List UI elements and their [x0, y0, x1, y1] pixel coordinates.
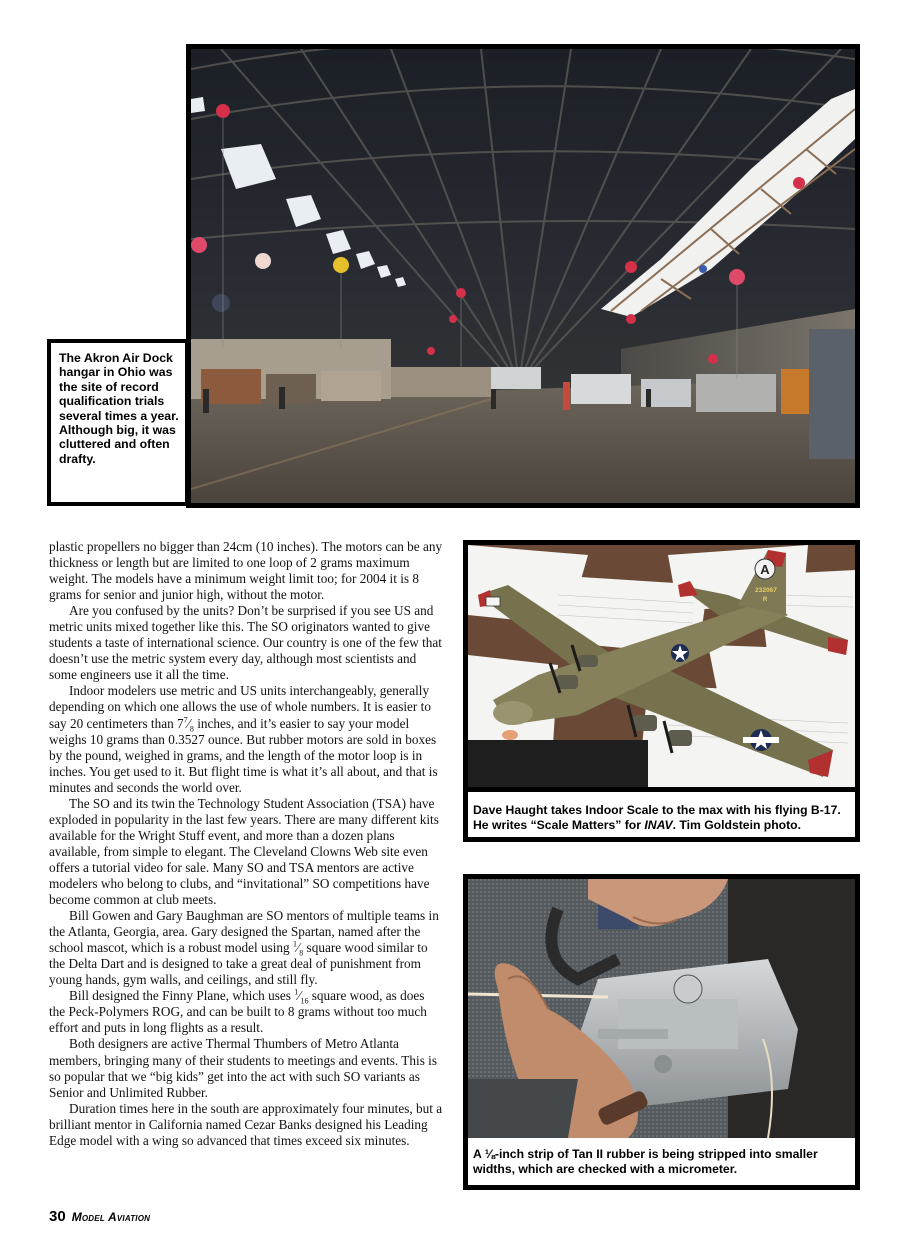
paragraph: Duration times here in the south are approximately four minutes, but a brilliant mentor in California named Cezar Banks designed his Leading Edge model with a wing so advanced that times exceed six minutes.	[49, 1100, 443, 1148]
b17-caption-italic: INAV	[644, 817, 673, 832]
b17-illustration	[468, 545, 855, 787]
page-number: 30	[49, 1208, 66, 1225]
article-body	[49, 539, 443, 1149]
paragraph: Indoor modelers use metric and US units interchangeably, generally depending on which one allows the use of whole numbers. It is easier to say 20 centimeters than $7^7⁄_8$ inches, and it’s easier to say your model weighs 10 grams than 0.3527 ounce. But rubber motors are sold in boxes by the pound, weighed in grams, and the length of the motor loop is in inches. You get used to it. But flight time is what it’s all about, and that is minutes and seconds the world over.	[49, 683, 438, 795]
paragraph-text: Indoor modelers use metric and US units interchangeably, generally depending on which one allows the use of whole numbers. It is easier to say 20 centimeters than 7	[49, 683, 431, 731]
hangar-caption-box	[47, 339, 189, 506]
paragraph: The SO and its twin the Technology Student Association (TSA) have exploded in popularity in the last few years. There are many different kits available for the Wright Stuff event, and more than a dozen plans available, from simple to elegant. The Cleveland Clowns Web site even offers a tutorial video for sale. Many SO and TSA mentors are active modelers who belong to clubs, and “invitational” SO competitions have become common at club meets.	[49, 795, 439, 908]
paragraph: Both designers are active Thermal Thumbers of Metro Atlanta members, bringing many of their students to meetings and events. This is so popular that we “big kids” get into the act with such SO variants as Senior and Unlimited Rubber.	[49, 1036, 437, 1100]
rubber-stripper-illustration	[468, 879, 855, 1138]
paragraph: plastic propellers no bigger than 24cm (10 inches). The motors can be any thickness or length but are limited to one loop of 2 grams maximum weight. The models have a minimum weight limit too; for 2004 it is 8 grams for senior and junior high, without the motor.	[49, 539, 443, 603]
b17-caption-start: Dave Haught takes Indoor Scale to the max with his flying B-17. He writes “Scale Matters” for	[473, 803, 841, 832]
paragraph: Are you confused by the units? Don’t be surprised if you see US and metric units mixed together like this. The SO originators wanted to give students a taste of international science. Our country is one of the few that doesn’t use the metric system every day, although most scientists and some engineers use it all the time.	[49, 603, 442, 683]
b17-caption-end: . Tim Goldstein photo.	[672, 817, 802, 832]
fraction-denominator: 16	[300, 996, 309, 1006]
fraction-numerator: 1	[294, 987, 299, 997]
b17-photo	[463, 540, 860, 842]
hangar-caption: The Akron Air Dock hangar in Ohio was the site of record qualification trials several times a year. Although big, it was cluttered and often drafty.	[51, 343, 185, 502]
rubber-caption	[468, 1138, 855, 1185]
paragraph-text: Bill designed the Finny Plane, which uses	[69, 988, 295, 1004]
rubber-stripper-photo	[463, 874, 860, 1190]
b17-tail-number: 232067	[755, 587, 777, 594]
fraction-denominator: 8	[189, 724, 194, 734]
fraction-numerator: 1	[293, 939, 297, 949]
hangar-illustration	[191, 49, 855, 503]
fraction-numerator: 7	[183, 715, 188, 725]
page-folio	[49, 1208, 150, 1225]
paragraph-text: square wood, as does the Peck-Polymers ROG, and can be built to 8 grams without too much effort and puts in long flights as a result.	[49, 988, 427, 1036]
b17-tail-sub: R	[762, 597, 768, 603]
hangar-photo	[186, 44, 860, 508]
rubber-caption-lead: A	[473, 1147, 485, 1161]
paragraph-text: Bill Gowen and Gary Baughman are SO mentors of multiple teams in the Atlanta, Georgia, area. Gary designed the Spartan, named after the school mascot, which is a robust model using	[49, 908, 439, 956]
paragraph: Bill designed the Finny Plane, which uses $^1⁄_{16}$ square wood, as does the Peck-Polymers ROG, and can be built to 8 grams without too much effort and puts in long flights as a result.	[49, 987, 427, 1036]
paragraph-text: inches, and it’s easier to say your model weighs 10 grams than 0.3527 ounce. But rubber motors are sold in boxes by the pound, weighed in grams, and the length of the motor loop is in inches. You get used to it. But flight time is what it’s all about, and that is minutes and seconds the world over.	[49, 715, 438, 795]
magazine-name: Model Aviation	[71, 1210, 151, 1224]
rubber-caption-fraction: ⅛	[484, 1147, 495, 1161]
fraction-denominator: 8	[299, 948, 304, 958]
paragraph-text: square wood similar to the Delta Dart and is designed to take a great deal of punishment from young hands, gym walls, and ceilings, and still fly.	[49, 940, 428, 988]
b17-caption	[468, 792, 855, 837]
b17-tail-letter: A	[760, 562, 770, 577]
paragraph: Bill Gowen and Gary Baughman are SO mentors of multiple teams in the Atlanta, Georgia, area. Gary designed the Spartan, named after the school mascot, which is a robust model using $^1⁄_8$ square wood similar to the Delta Dart and is designed to take a great deal of punishment from young hands, gym walls, and ceilings, and still fly.	[49, 908, 439, 988]
rubber-caption-text: -inch strip of Tan II rubber is being stripped into smaller widths, which are checked with a micrometer.	[473, 1147, 818, 1176]
